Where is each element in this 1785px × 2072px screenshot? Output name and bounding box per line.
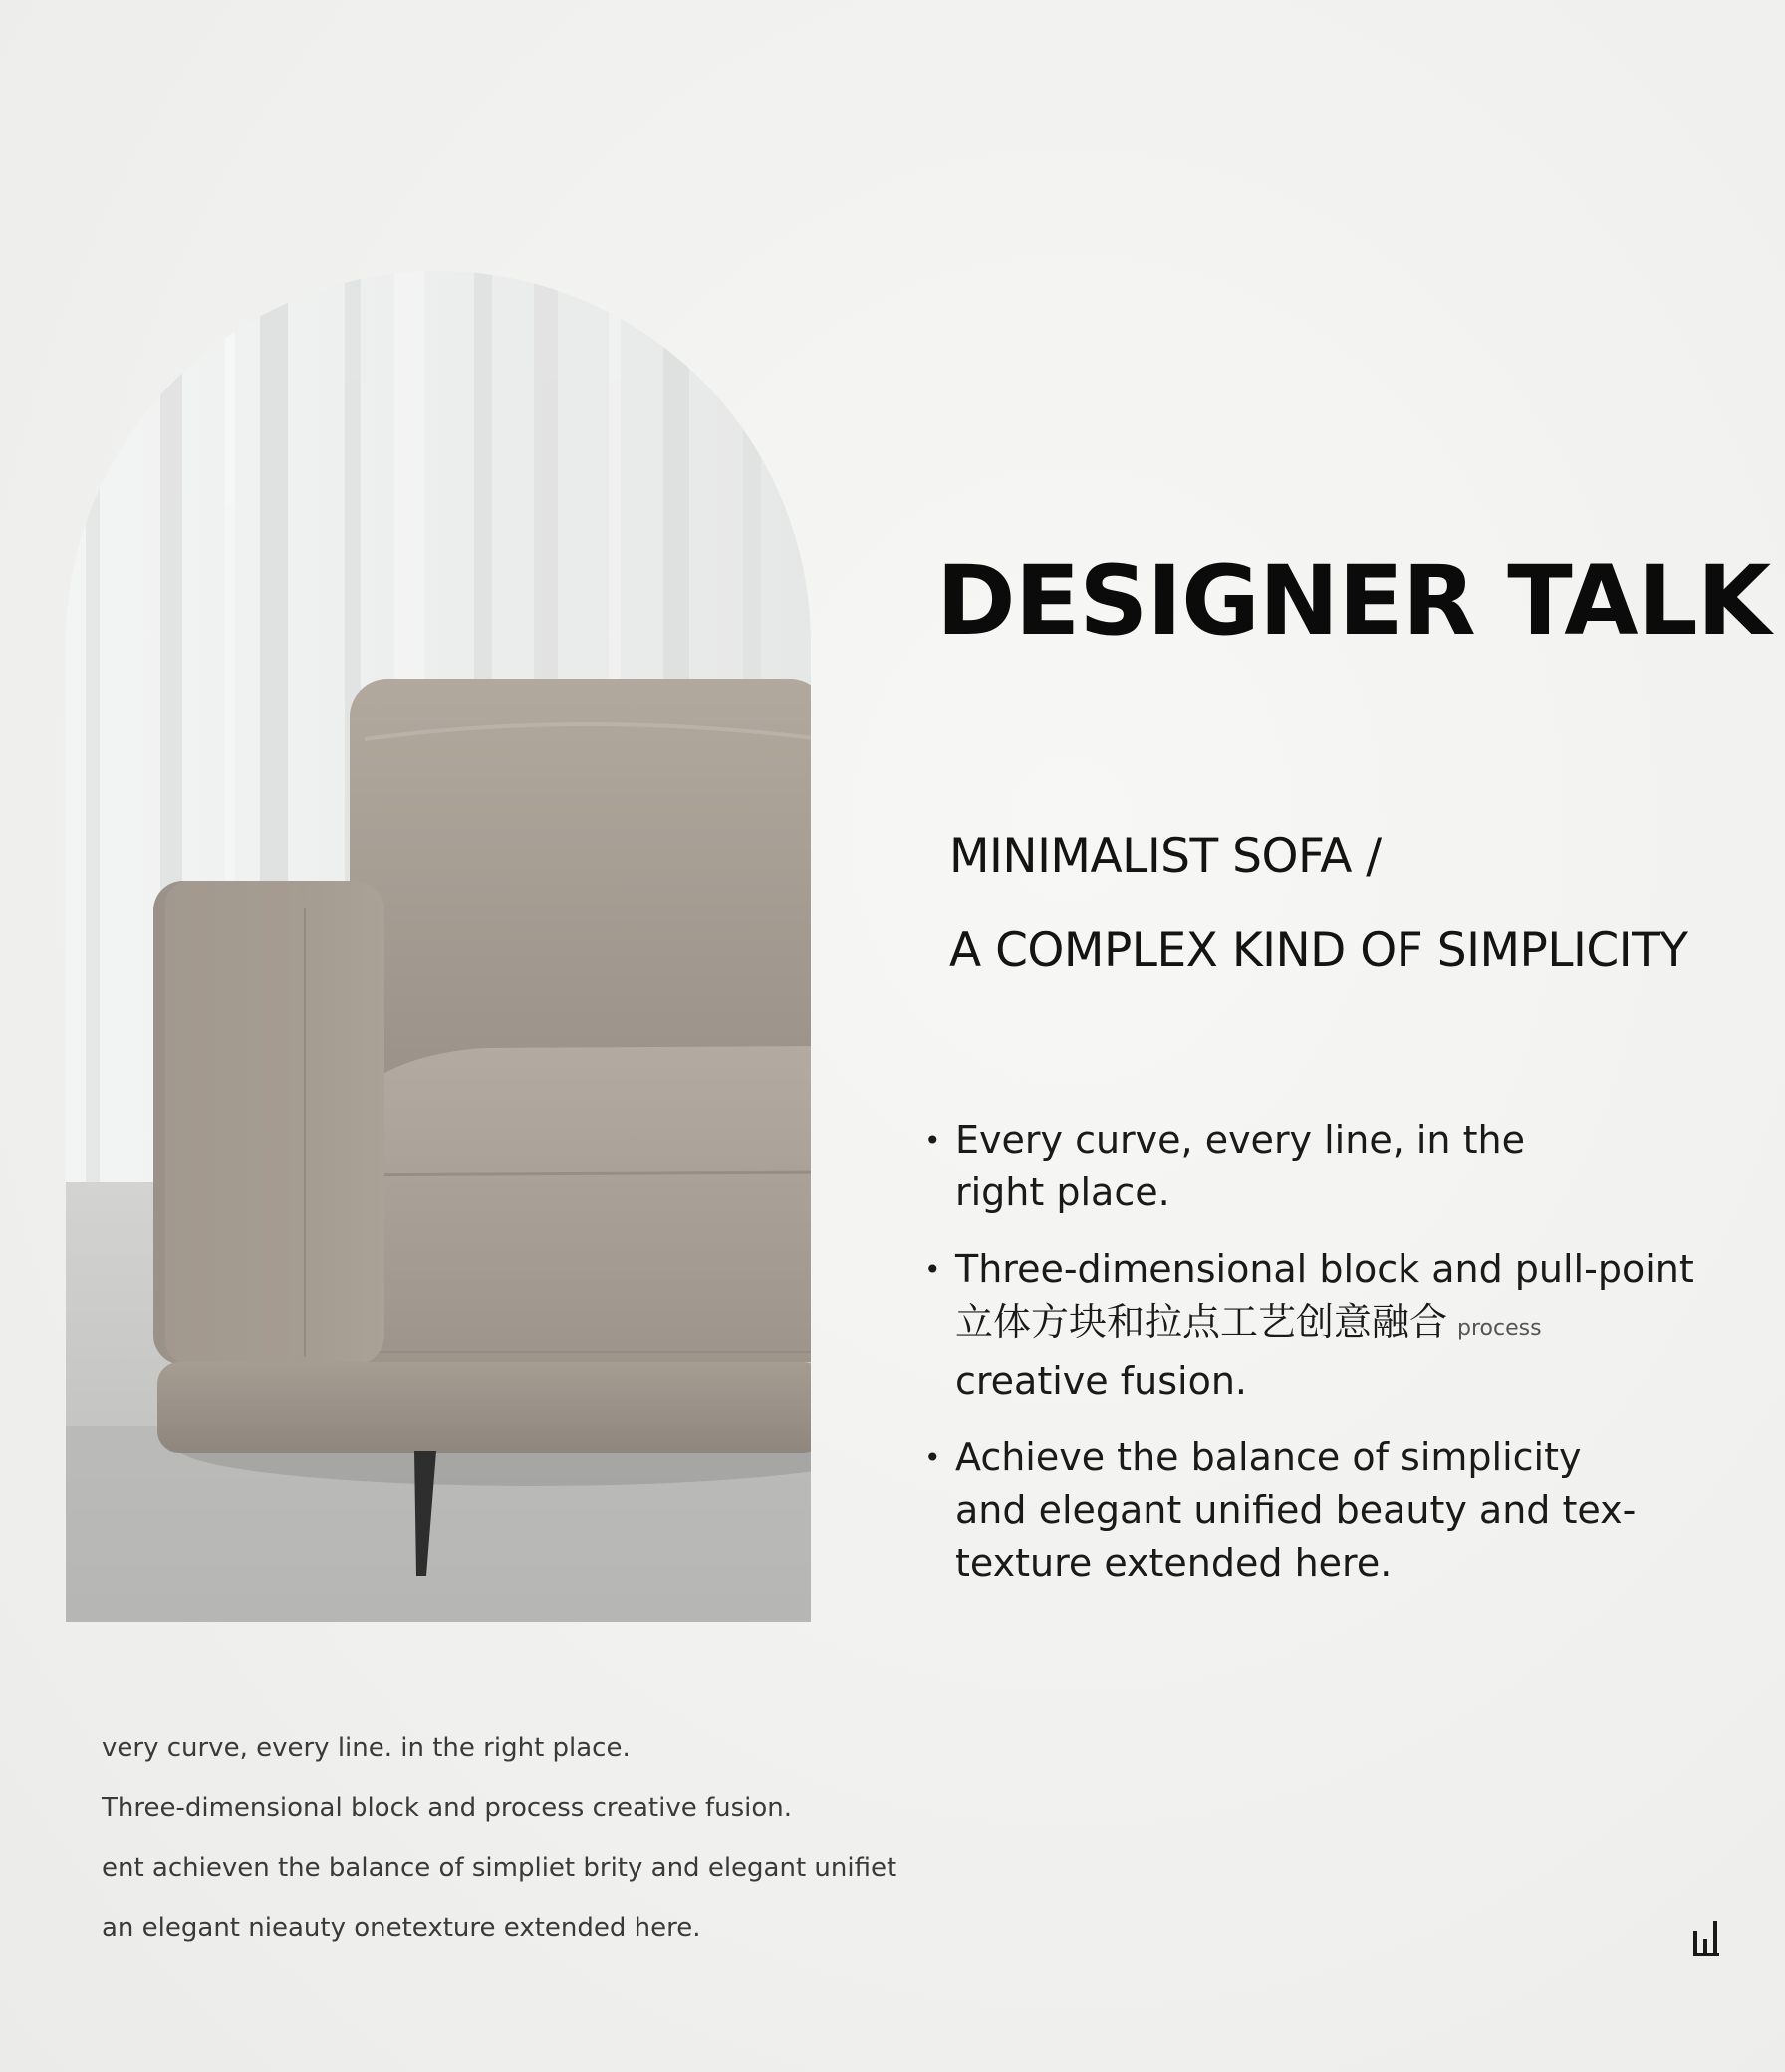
bullet-dot-icon: • — [924, 1253, 941, 1286]
sofa-photo — [66, 271, 811, 1622]
footer-line: Three-dimensional block and process creative fusion. — [102, 1793, 793, 1823]
footer-line: very curve, every line. in the right place. — [102, 1733, 631, 1763]
feature-text: creative fusion. — [955, 1359, 1247, 1403]
feature-text: Every curve, every line, in the — [955, 1118, 1525, 1162]
feature-item — [922, 1431, 1679, 1590]
feature-item — [922, 1114, 1679, 1219]
feature-text: Achieve the balance of simplicity — [955, 1435, 1582, 1479]
sofa-illustration — [66, 271, 811, 1622]
feature-text: Three-dimensional block and pull-point — [955, 1247, 1694, 1291]
feature-text: and elegant unified beauty and tex- — [955, 1488, 1637, 1532]
footer-text-block — [102, 1729, 896, 1968]
subtitle-line-1: MINIMALIST SOFA / — [949, 829, 1382, 884]
feature-text-small: process — [1457, 1316, 1542, 1341]
feature-list — [922, 1114, 1694, 1590]
feature-text-cjk: 立体方块和拉点工艺创意融合 — [955, 1300, 1448, 1344]
footer-line: an elegant nieauty onetexture extended here. — [102, 1913, 701, 1942]
feature-item — [922, 1243, 1694, 1408]
bullet-dot-icon: • — [924, 1124, 941, 1157]
feature-text-cjk-line — [955, 1296, 1679, 1355]
bars-logo-icon — [1691, 1919, 1723, 1956]
feature-text: texture extended here. — [955, 1541, 1393, 1585]
feature-text: right place. — [955, 1170, 1170, 1214]
page-title: DESIGNER TALK — [936, 545, 1771, 656]
bullet-dot-icon: • — [924, 1441, 941, 1474]
subtitle-line-2: A COMPLEX KIND OF SIMPLICITY — [949, 923, 1688, 978]
footer-line: ent achieven the balance of simpliet brity and elegant unifiet — [102, 1853, 897, 1883]
